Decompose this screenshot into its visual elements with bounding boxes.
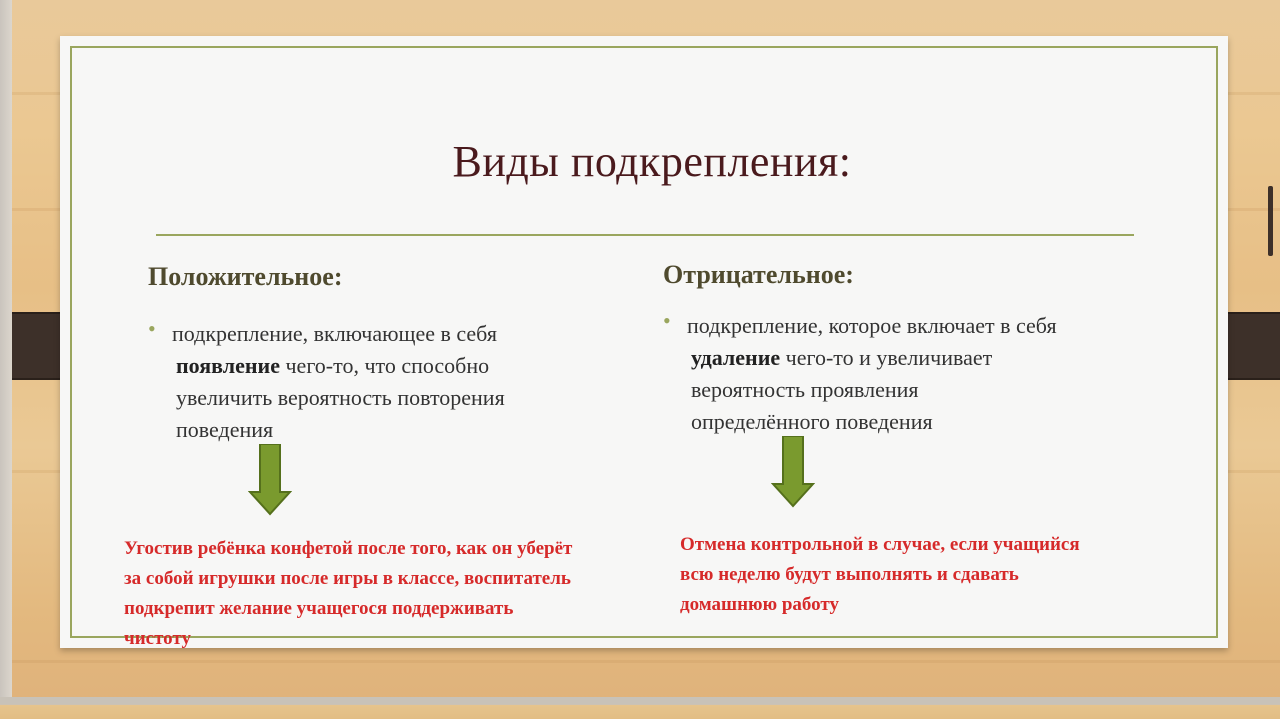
positive-heading: Положительное: xyxy=(148,262,343,291)
positive-keyword: появление xyxy=(176,353,280,378)
negative-keyword: удаление xyxy=(691,345,781,370)
positive-definition-line: подкрепление, включающее в себя xyxy=(172,321,497,346)
negative-definition-line: определённого поведения xyxy=(691,409,933,434)
positive-example xyxy=(124,534,572,654)
positive-definition-rest: чего-то, что способно xyxy=(279,353,490,378)
down-arrow-icon xyxy=(771,436,815,508)
positive-definition xyxy=(148,316,592,446)
wood-grain xyxy=(0,660,1280,663)
bullet-icon: • xyxy=(663,308,671,333)
negative-example-line: всю неделю будут выполнять и сдавать xyxy=(680,564,1019,585)
positive-definition-line: увеличить вероятность повторения xyxy=(176,385,505,410)
negative-example-line: Отмена контрольной в случае, если учащийся xyxy=(680,534,1080,555)
positive-definition-line xyxy=(172,350,592,382)
negative-definition-line xyxy=(687,342,1157,374)
negative-example-line: домашнюю работу xyxy=(680,594,839,615)
title-divider xyxy=(156,234,1134,236)
negative-definition xyxy=(663,308,1157,438)
scroll-indicator xyxy=(1268,186,1273,256)
slide-title: Виды подкрепления: xyxy=(452,137,852,186)
slide xyxy=(60,36,1228,648)
negative-example xyxy=(680,530,1080,620)
negative-heading: Отрицательное: xyxy=(663,260,854,289)
negative-definition-line: подкрепление, которое включает в себя xyxy=(687,313,1057,338)
down-arrow-icon xyxy=(248,444,292,516)
positive-example-line: чистоту xyxy=(124,628,192,649)
negative-definition-line: вероятность проявления xyxy=(691,377,919,402)
positive-example-line: за собой игрушки после игры в классе, воспитатель xyxy=(124,568,571,589)
bottom-strip xyxy=(0,697,1280,719)
positive-example-line: подкрепит желание учащегося поддерживать xyxy=(124,598,514,619)
negative-definition-rest: чего-то и увеличивает xyxy=(780,345,993,370)
bullet-icon: • xyxy=(148,316,156,341)
positive-example-line: Угостив ребёнка конфетой после того, как он уберёт xyxy=(124,538,573,559)
positive-definition-line: поведения xyxy=(176,417,274,442)
screen-edge xyxy=(0,0,12,719)
